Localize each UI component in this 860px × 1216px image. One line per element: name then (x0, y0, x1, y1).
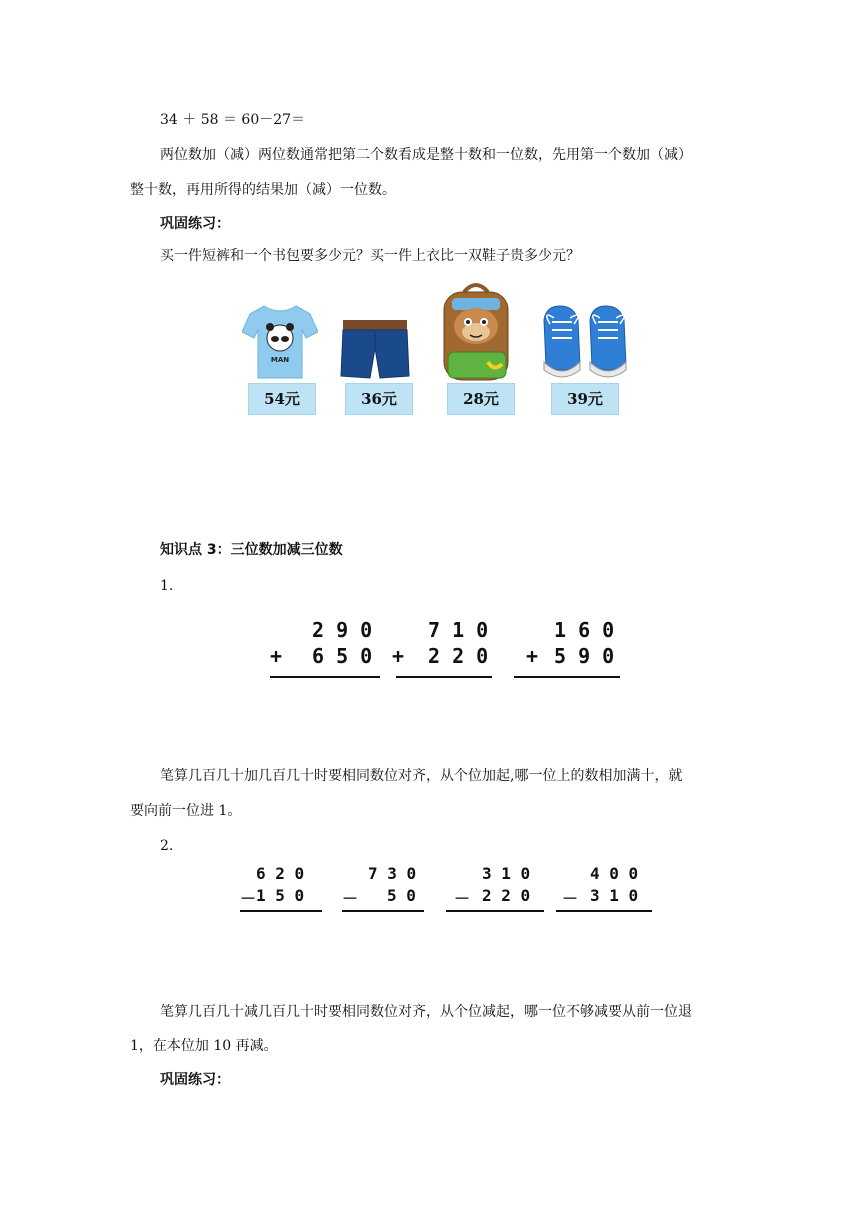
price-tag-backpack: 28元 (447, 383, 515, 415)
addition-rule-line-1: 笔算几百几十加几百几十时要相同数位对齐，从个位加起,哪一位上的数相加满十，就 (160, 768, 683, 784)
addend-bottom: 6 5 0 (312, 644, 373, 668)
practice-heading: 巩固练习： (160, 216, 230, 232)
minuend: 3 1 0 (482, 864, 531, 883)
explanation-line-2: 整十数，再用所得的结果加（减）一位数。 (130, 182, 396, 198)
plus-sign: + (270, 644, 283, 668)
subtraction-problem-3 (446, 864, 544, 916)
price-tag-shorts: 36元 (345, 383, 413, 415)
subtraction-problem-2 (342, 864, 424, 916)
answer-line (270, 676, 380, 678)
shorts-icon (340, 318, 410, 380)
addition-problem-2 (392, 618, 492, 682)
answer-line (342, 910, 424, 912)
question-1-label: 1. (160, 578, 174, 594)
answer-line (556, 910, 652, 912)
price-tag-sneakers: 39元 (551, 383, 619, 415)
explanation-line-1: 两位数加（减）两位数通常把第二个数看成是整十数和一位数，先用第一个数加（减） (160, 147, 692, 163)
subtrahend: 3 1 0 (590, 886, 639, 905)
addend-bottom: 5 9 0 (554, 644, 615, 668)
knowledge-point-heading: 知识点 3：三位数加减三位数 (160, 542, 343, 558)
answer-line (396, 676, 492, 678)
plus-sign: + (392, 644, 405, 668)
addend-top: 7 1 0 (428, 618, 489, 642)
practice-heading-2: 巩固练习： (160, 1072, 230, 1088)
tshirt-icon (242, 300, 318, 380)
equation-line: 34 ＋ 58 ＝ 60－27＝ (160, 112, 306, 128)
question-text: 买一件短裤和一个书包要多少元？买一件上衣比一双鞋子贵多少元？ (160, 248, 580, 264)
subtraction-problem-1 (240, 864, 322, 916)
subtraction-rule-line-2: 1，在本位加 10 再减。 (130, 1038, 278, 1054)
plus-sign: + (526, 644, 539, 668)
subtraction-rule-line-1: 笔算几百几十减几百几十时要相同数位对齐，从个位减起，哪一位不够减要从前一位退 (160, 1004, 692, 1020)
minuend: 6 2 0 (256, 864, 305, 883)
addition-rule-line-2: 要向前一位进 1。 (130, 803, 242, 819)
minus-sign: － (342, 889, 359, 908)
addend-bottom: 2 2 0 (428, 644, 489, 668)
question-2-label: 2. (160, 838, 174, 854)
minus-sign: － (562, 889, 579, 908)
subtrahend: 2 2 0 (482, 886, 531, 905)
minus-sign: － (240, 889, 257, 908)
minuend: 4 0 0 (590, 864, 639, 883)
subtraction-problem-4 (556, 864, 652, 916)
addend-top: 1 6 0 (554, 618, 615, 642)
subtrahend: 1 5 0 (256, 886, 305, 905)
minuend: 7 3 0 (368, 864, 417, 883)
sneakers-icon (540, 300, 630, 380)
answer-line (514, 676, 620, 678)
addition-problem-1 (270, 618, 380, 682)
backpack-icon (438, 282, 514, 382)
tshirt-text: MAN (270, 356, 290, 364)
answer-line (446, 910, 544, 912)
price-tag-tshirt: 54元 (248, 383, 316, 415)
subtrahend: 5 0 (387, 886, 416, 905)
answer-line (240, 910, 322, 912)
minus-sign: － (454, 889, 471, 908)
addition-problem-3 (514, 618, 620, 682)
addend-top: 2 9 0 (312, 618, 373, 642)
